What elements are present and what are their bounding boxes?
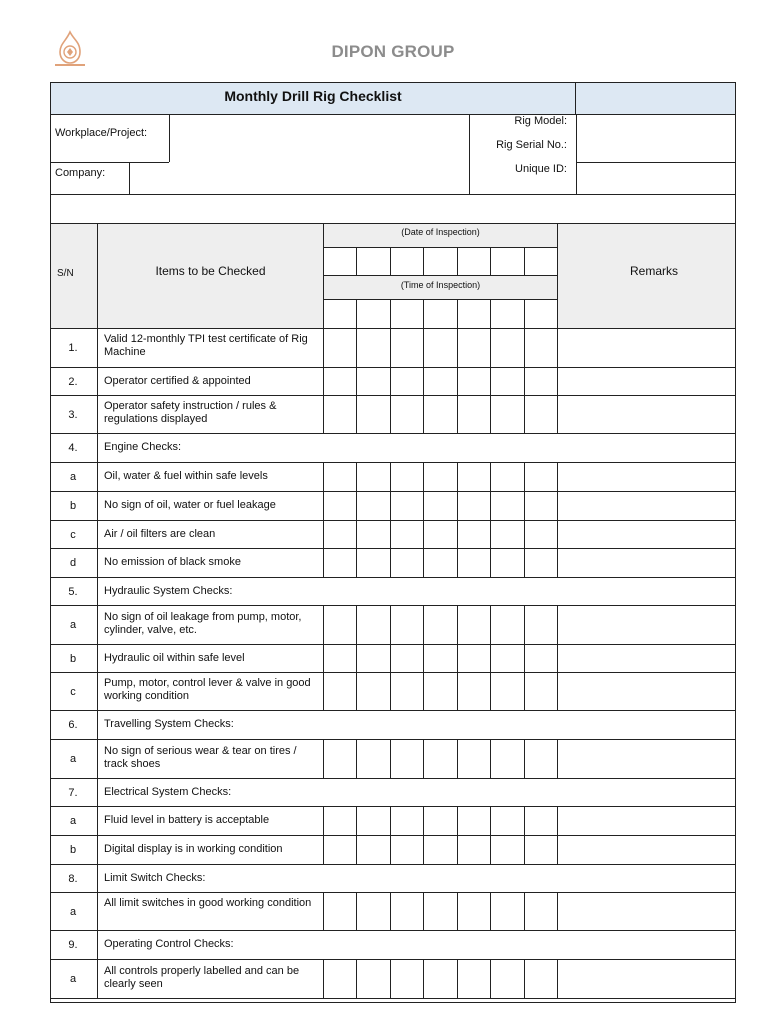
v-rule <box>129 162 130 194</box>
v-rule <box>557 223 558 328</box>
title-rule <box>51 114 735 115</box>
h-rule <box>323 275 557 276</box>
inspection-cell[interactable] <box>525 961 557 998</box>
sn-cell: c <box>70 528 76 541</box>
sn-cell: a <box>69 815 77 827</box>
inspection-cell[interactable] <box>357 464 390 491</box>
inspection-cell[interactable] <box>491 329 524 367</box>
item-text: All limit switches in good working condition <box>104 897 312 909</box>
sn-cell: a <box>69 471 77 483</box>
inspection-cell[interactable] <box>357 397 390 433</box>
company-field[interactable] <box>130 163 469 194</box>
remarks-cell[interactable] <box>558 646 735 672</box>
inspection-cell[interactable] <box>525 397 557 433</box>
item-text: Electrical System Checks: <box>104 785 232 798</box>
inspection-cell[interactable] <box>324 646 356 672</box>
inspection-cell[interactable] <box>458 808 490 835</box>
remarks-cell[interactable] <box>558 837 735 864</box>
v-rule <box>524 247 525 275</box>
item-text: Hydraulic oil within safe level <box>104 651 245 664</box>
v-rule <box>97 779 98 807</box>
inspection-cell[interactable] <box>458 894 490 930</box>
inspection-cell[interactable] <box>357 674 390 710</box>
v-rule <box>524 299 525 328</box>
item-text: Valid 12-monthly TPI test certificate of Rig Machine <box>104 333 308 358</box>
inspection-cell[interactable] <box>525 894 557 930</box>
sn-cell: 4. <box>68 442 78 454</box>
inspection-cell[interactable] <box>391 522 423 548</box>
sn-cell: 3. <box>68 408 78 421</box>
rig-serial-label: Rig Serial No.: <box>496 139 567 151</box>
checklist-row <box>51 328 735 368</box>
inspection-cell[interactable] <box>491 741 524 778</box>
checklist-row <box>51 836 735 865</box>
sn-cell: 1. <box>68 341 78 354</box>
v-rule <box>97 740 98 779</box>
inspection-cell[interactable] <box>424 808 457 835</box>
item-text: Operating Control Checks: <box>104 938 234 950</box>
inspection-cell[interactable] <box>324 741 356 778</box>
item-text: Limit Switch Checks: <box>104 871 206 884</box>
inspection-cell[interactable] <box>391 674 423 710</box>
remarks-cell[interactable] <box>558 493 735 520</box>
inspection-cell[interactable] <box>491 894 524 930</box>
h-rule <box>323 247 557 248</box>
checklist-row <box>51 521 735 549</box>
v-rule <box>97 836 98 865</box>
inspection-cell[interactable] <box>491 837 524 864</box>
v-rule <box>390 299 391 328</box>
sn-cell: a <box>69 619 77 631</box>
inspection-cell[interactable] <box>458 837 490 864</box>
inspection-cell[interactable] <box>424 397 457 433</box>
inspection-cell[interactable] <box>491 550 524 577</box>
inspection-cell[interactable] <box>324 329 356 367</box>
inspection-cell[interactable] <box>357 369 390 395</box>
rig-model-field[interactable] <box>577 115 735 162</box>
v-rule <box>97 645 98 673</box>
inspection-cell[interactable] <box>491 493 524 520</box>
inspection-cell[interactable] <box>491 607 524 644</box>
inspection-cell[interactable] <box>458 674 490 710</box>
v-rule <box>97 521 98 549</box>
sn-cell: b <box>69 844 77 856</box>
title-split <box>575 83 576 114</box>
h-rule <box>51 194 735 195</box>
inspection-cell[interactable] <box>357 837 390 864</box>
inspection-cell[interactable] <box>458 741 490 778</box>
item-text: Hydraulic System Checks: <box>104 584 233 597</box>
sn-cell: a <box>69 753 77 765</box>
inspection-cell[interactable] <box>391 464 423 491</box>
inspection-cell[interactable] <box>424 741 457 778</box>
inspection-cell[interactable] <box>458 464 490 491</box>
sn-cell: 7. <box>68 786 78 799</box>
item-text: Operator certified & appointed <box>104 374 251 387</box>
v-rule <box>423 247 424 275</box>
checklist-row <box>51 396 735 434</box>
h-rule <box>51 223 735 224</box>
remarks-cell[interactable] <box>558 808 735 835</box>
time-of-inspection-caption: (Time of Inspection) <box>400 280 481 290</box>
inspection-cell[interactable] <box>424 369 457 395</box>
remarks-cell[interactable] <box>558 369 735 395</box>
v-rule <box>457 299 458 328</box>
remarks-cell[interactable] <box>558 894 735 930</box>
inspection-cell[interactable] <box>424 329 457 367</box>
inspection-cell[interactable] <box>324 493 356 520</box>
inspection-cell[interactable] <box>324 550 356 577</box>
item-text: Pump, motor, control lever & valve in good working condition <box>104 677 311 702</box>
section-row <box>51 711 735 740</box>
h-rule <box>576 162 735 163</box>
checklist-row <box>51 492 735 521</box>
inspection-cell[interactable] <box>424 464 457 491</box>
inspection-cell[interactable] <box>458 646 490 672</box>
items-header: Items to be Checked <box>155 264 266 278</box>
h-rule <box>51 162 169 163</box>
inspection-cell[interactable] <box>458 522 490 548</box>
date-of-inspection-caption: (Date of Inspection) <box>401 227 480 237</box>
inspection-cell[interactable] <box>324 369 356 395</box>
item-text: Oil, water & fuel within safe levels <box>104 470 268 482</box>
v-rule <box>169 114 170 162</box>
checklist-row <box>51 673 735 711</box>
checklist-row <box>51 549 735 578</box>
inspection-cell[interactable] <box>458 961 490 998</box>
v-rule <box>97 368 98 396</box>
checklist-row <box>51 740 735 779</box>
section-row <box>51 865 735 893</box>
remarks-cell[interactable] <box>558 397 735 433</box>
inspection-cell[interactable] <box>424 961 457 998</box>
inspection-cell[interactable] <box>424 894 457 930</box>
checklist-row <box>51 368 735 396</box>
inspection-cell[interactable] <box>424 550 457 577</box>
item-text: No sign of serious wear & tear on tires / track shoes <box>104 744 297 770</box>
sn-cell: a <box>69 905 77 918</box>
remarks-cell[interactable] <box>558 674 735 710</box>
inspection-cell[interactable] <box>391 369 423 395</box>
inspection-cell[interactable] <box>424 674 457 710</box>
inspection-cell[interactable] <box>324 397 356 433</box>
inspection-cell[interactable] <box>458 329 490 367</box>
inspection-cell[interactable] <box>491 961 524 998</box>
row-rule <box>51 998 735 999</box>
inspection-cell[interactable] <box>391 493 423 520</box>
section-row <box>51 578 735 606</box>
sn-cell: b <box>69 500 77 512</box>
inspection-cell[interactable] <box>491 464 524 491</box>
v-rule <box>390 247 391 275</box>
sn-cell: a <box>69 973 77 985</box>
inspection-cell[interactable] <box>391 741 423 778</box>
inspection-cell[interactable] <box>324 607 356 644</box>
inspection-cell[interactable] <box>391 894 423 930</box>
inspection-cell[interactable] <box>424 522 457 548</box>
v-rule <box>356 299 357 328</box>
remarks-cell[interactable] <box>558 741 735 778</box>
unique-id-field[interactable] <box>577 163 735 194</box>
inspection-cell[interactable] <box>357 894 390 930</box>
inspection-cell[interactable] <box>357 493 390 520</box>
inspection-cell[interactable] <box>458 493 490 520</box>
inspection-cell[interactable] <box>525 493 557 520</box>
remarks-cell[interactable] <box>558 607 735 644</box>
inspection-cell[interactable] <box>391 607 423 644</box>
inspection-cell[interactable] <box>525 522 557 548</box>
inspection-cell[interactable] <box>491 808 524 835</box>
v-rule <box>97 578 98 606</box>
sn-cell: b <box>69 652 77 665</box>
v-rule <box>97 606 98 645</box>
remarks-cell[interactable] <box>558 961 735 998</box>
inspection-cell[interactable] <box>424 646 457 672</box>
inspection-cell[interactable] <box>324 674 356 710</box>
item-text: Travelling System Checks: <box>104 718 234 730</box>
remarks-header: Remarks <box>629 264 678 278</box>
inspection-cell[interactable] <box>424 493 457 520</box>
inspection-cell[interactable] <box>391 961 423 998</box>
v-rule <box>457 247 458 275</box>
inspection-cell[interactable] <box>525 674 557 710</box>
inspection-cell[interactable] <box>324 837 356 864</box>
inspection-cell[interactable] <box>525 329 557 367</box>
inspection-cell[interactable] <box>525 741 557 778</box>
remarks-cell[interactable] <box>558 329 735 367</box>
sn-cell: c <box>70 685 76 698</box>
checklist-row <box>51 463 735 492</box>
v-rule <box>97 492 98 521</box>
v-rule <box>97 893 98 931</box>
inspection-cell[interactable] <box>491 674 524 710</box>
company-label: Company: <box>55 167 106 179</box>
h-rule <box>323 299 557 300</box>
inspection-cell[interactable] <box>525 808 557 835</box>
title-band-right <box>576 83 735 114</box>
remarks-cell[interactable] <box>558 464 735 491</box>
inspection-cell[interactable] <box>391 837 423 864</box>
inspection-cell[interactable] <box>391 646 423 672</box>
inspection-cell[interactable] <box>357 961 390 998</box>
item-text: No emission of black smoke <box>104 556 241 568</box>
inspection-cell[interactable] <box>458 550 490 577</box>
checklist-row <box>51 960 735 999</box>
v-rule <box>490 247 491 275</box>
inspection-cell[interactable] <box>357 808 390 835</box>
inspection-cell[interactable] <box>357 646 390 672</box>
v-rule <box>97 865 98 893</box>
v-rule <box>97 434 98 463</box>
inspection-cell[interactable] <box>391 808 423 835</box>
inspection-cell[interactable] <box>491 397 524 433</box>
inspection-cell[interactable] <box>491 646 524 672</box>
inspection-cell[interactable] <box>525 646 557 672</box>
v-rule <box>97 396 98 434</box>
inspection-cell[interactable] <box>324 808 356 835</box>
v-rule <box>97 549 98 578</box>
v-rule <box>97 223 98 328</box>
inspection-cell[interactable] <box>424 607 457 644</box>
inspection-cell[interactable] <box>324 522 356 548</box>
sn-cell: 5. <box>68 585 78 598</box>
inspection-cell[interactable] <box>491 522 524 548</box>
inspection-cell[interactable] <box>324 464 356 491</box>
inspection-cell[interactable] <box>357 741 390 778</box>
workplace-label: Workplace/Project: <box>55 127 148 139</box>
item-text: Air / oil filters are clean <box>104 527 216 540</box>
company-name: DIPON GROUP <box>331 42 455 61</box>
inspection-cell[interactable] <box>324 894 356 930</box>
inspection-cell[interactable] <box>458 607 490 644</box>
sn-cell: d <box>69 557 77 569</box>
inspection-cell[interactable] <box>525 464 557 491</box>
inspection-cell[interactable] <box>458 397 490 433</box>
inspection-cell[interactable] <box>491 369 524 395</box>
v-rule <box>423 299 424 328</box>
inspection-cell[interactable] <box>391 329 423 367</box>
inspection-cell[interactable] <box>391 397 423 433</box>
sn-cell: 2. <box>68 375 78 388</box>
inspection-cell[interactable] <box>324 961 356 998</box>
item-text: All controls properly labelled and can be clearly seen <box>104 964 300 990</box>
inspection-cell[interactable] <box>357 522 390 548</box>
item-text: No sign of oil leakage from pump, motor, cylinder, valve, etc. <box>104 610 302 636</box>
form-title: Monthly Drill Rig Checklist <box>224 88 402 104</box>
sn-cell: 6. <box>68 719 78 731</box>
sn-cell: 8. <box>68 872 78 885</box>
v-rule <box>97 960 98 999</box>
rig-model-label: Rig Model: <box>514 115 567 127</box>
remarks-cell[interactable] <box>558 550 735 577</box>
inspection-cell[interactable] <box>525 369 557 395</box>
v-rule <box>97 931 98 960</box>
inspection-cell[interactable] <box>357 329 390 367</box>
checklist-form <box>50 82 736 1003</box>
inspection-cell[interactable] <box>458 369 490 395</box>
inspection-cell[interactable] <box>525 837 557 864</box>
v-rule <box>97 673 98 711</box>
checklist-row <box>51 606 735 645</box>
checklist-row <box>51 645 735 673</box>
item-text: No sign of oil, water or fuel leakage <box>104 499 276 511</box>
inspection-cell[interactable] <box>525 550 557 577</box>
section-row <box>51 779 735 807</box>
section-row <box>51 931 735 960</box>
checklist-row <box>51 807 735 836</box>
sn-cell: 9. <box>68 939 78 951</box>
v-rule <box>97 807 98 836</box>
unique-id-label: Unique ID: <box>515 163 567 175</box>
section-row <box>51 434 735 463</box>
v-rule <box>97 711 98 740</box>
inspection-cell[interactable] <box>391 550 423 577</box>
inspection-cell[interactable] <box>424 837 457 864</box>
item-text: Digital display is in working condition <box>104 843 283 855</box>
v-rule <box>576 114 577 194</box>
checklist-row <box>51 893 735 931</box>
inspection-cell[interactable] <box>357 607 390 644</box>
item-text: Operator safety instruction / rules & regulations displayed <box>104 400 277 425</box>
v-rule <box>97 328 98 368</box>
workplace-field[interactable] <box>170 115 469 162</box>
item-text: Engine Checks: <box>104 441 182 453</box>
inspection-cell[interactable] <box>357 550 390 577</box>
v-rule <box>469 114 470 194</box>
v-rule <box>97 463 98 492</box>
v-rule <box>490 299 491 328</box>
v-rule <box>356 247 357 275</box>
inspection-cell[interactable] <box>525 607 557 644</box>
remarks-cell[interactable] <box>558 522 735 548</box>
item-text: Fluid level in battery is acceptable <box>104 814 270 826</box>
sn-header: S/N <box>57 268 74 279</box>
